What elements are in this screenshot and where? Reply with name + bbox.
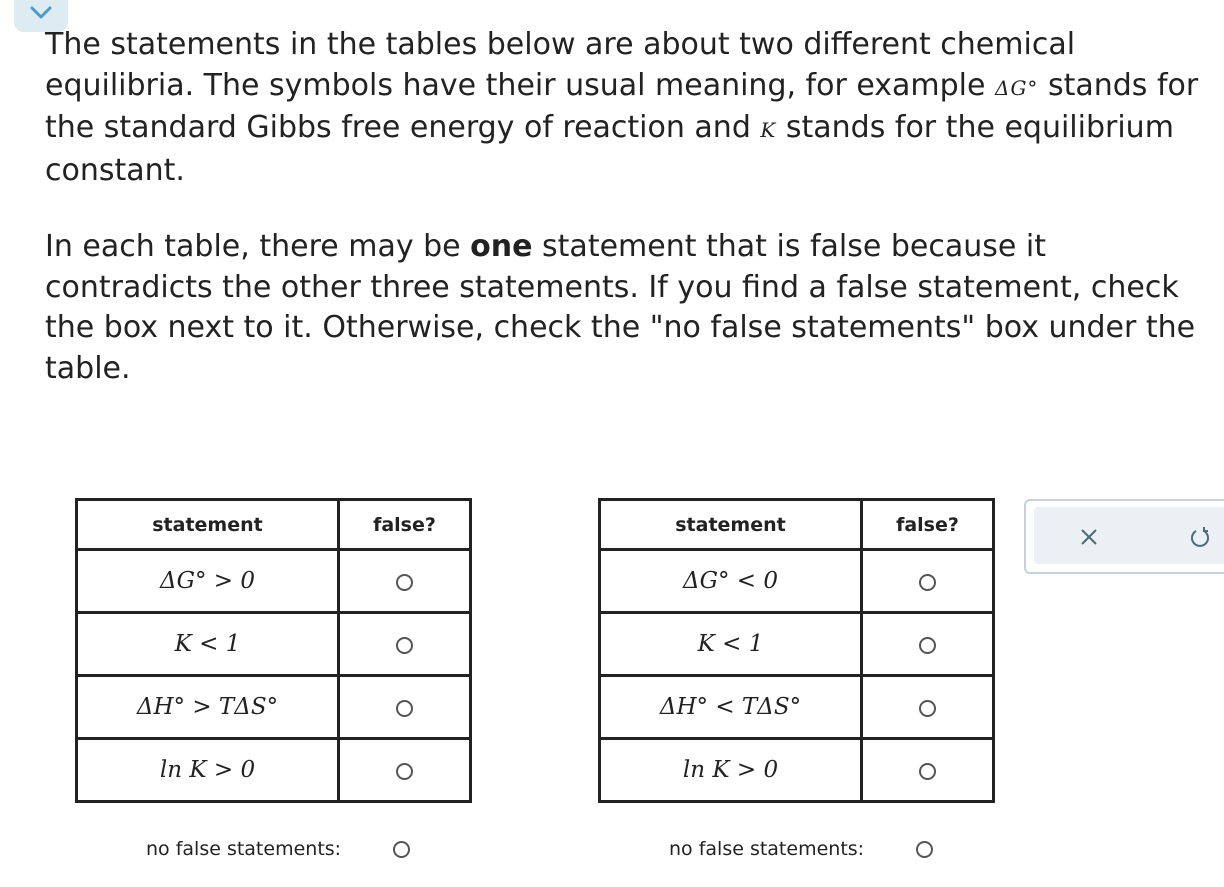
table-row [600, 613, 994, 676]
table-row [77, 739, 471, 802]
toolbox-bar [1034, 507, 1224, 564]
table-row [600, 676, 994, 739]
table-row [77, 613, 471, 676]
false-radio[interactable] [396, 763, 413, 780]
table-row [600, 550, 994, 613]
false-radio[interactable] [919, 637, 936, 654]
intro-text: stands for the equilibrium constant. [45, 110, 1174, 188]
k-symbol: K [760, 118, 777, 142]
no-false-radio[interactable] [393, 841, 410, 858]
false-radio[interactable] [396, 700, 413, 717]
statement-text: ΔG° > 0 [159, 568, 255, 594]
false-radio[interactable] [396, 574, 413, 591]
intro-paragraph-2 [45, 227, 1215, 389]
intro-text: stands for the standard Gibbs free energy of reaction and [45, 67, 1199, 145]
intro-paragraph-1 [45, 25, 1215, 191]
false-radio[interactable] [919, 700, 936, 717]
table-row [77, 676, 471, 739]
intro-text: The statements in the tables below are about two different chemical equilibria. The symbols have their usual meaning, for example [45, 27, 1076, 103]
statement-text: ΔH° < TΔS° [659, 694, 802, 720]
statement-text: K < 1 [697, 631, 764, 657]
chevron-down-icon [30, 6, 52, 20]
table-row [77, 550, 471, 613]
no-false-label: no false statements: [146, 838, 342, 860]
answer-toolbox [1024, 499, 1224, 574]
column-header-statement: statement [600, 500, 862, 550]
false-radio[interactable] [396, 637, 413, 654]
no-false-label: no false statements: [669, 838, 865, 860]
statement-text: K < 1 [174, 631, 241, 657]
undo-icon[interactable] [1188, 525, 1212, 549]
false-radio[interactable] [919, 574, 936, 591]
emphasis-one: one [470, 229, 533, 264]
statement-text: ln K > 0 [682, 757, 779, 783]
close-icon[interactable] [1077, 525, 1101, 549]
delta-g-symbol: ΔG° [995, 75, 1039, 100]
statement-table-1 [75, 498, 472, 803]
false-radio[interactable] [919, 763, 936, 780]
statement-text: ΔH° > TΔS° [136, 694, 279, 720]
column-header-false: false? [339, 500, 471, 550]
column-header-false: false? [862, 500, 994, 550]
statement-text: ln K > 0 [159, 757, 256, 783]
intro-text: statement that is false because it contradicts the other three statements. If you find a false statement, check the box next to it. Otherwise, check the "no false statements" box under the table. [45, 229, 1196, 386]
table-row [600, 739, 994, 802]
statement-text: ΔG° < 0 [682, 568, 778, 594]
intro-text: In each table, there may be [45, 229, 471, 264]
statement-table-2 [598, 498, 995, 803]
no-false-radio[interactable] [916, 841, 933, 858]
column-header-statement: statement [77, 500, 339, 550]
